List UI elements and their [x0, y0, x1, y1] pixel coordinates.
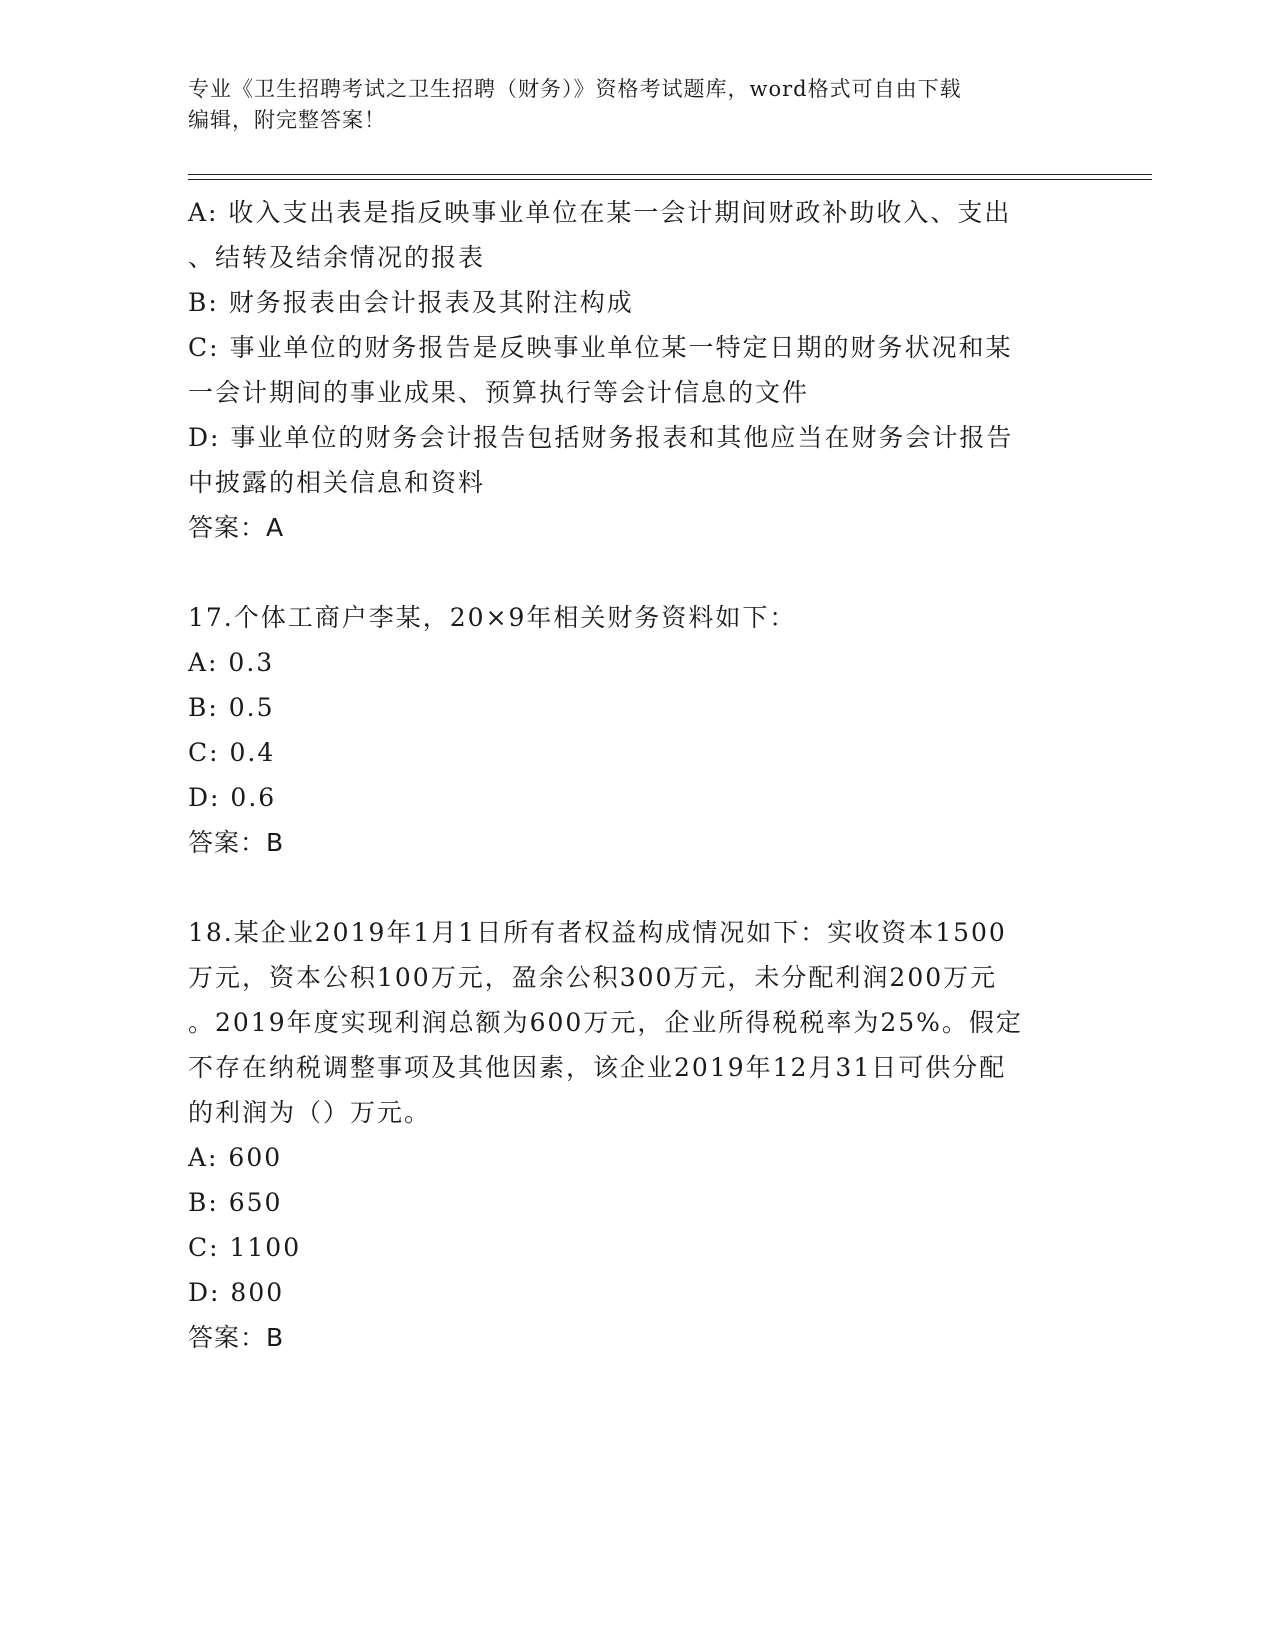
header-line-2: 编辑，附完整答案！: [188, 108, 386, 132]
option-b: B: 0.5: [188, 693, 275, 722]
header-rule-top: [188, 174, 1152, 175]
document-header: [188, 74, 1068, 136]
question-stem-line-5: 的利润为（）万元。: [188, 1098, 432, 1127]
option-a: A: 600: [188, 1143, 283, 1172]
option-d: D: 0.6: [188, 783, 277, 812]
option-b: B: 财务报表由会计报表及其附注构成: [188, 288, 634, 317]
header-line-1: 专业《卫生招聘考试之卫生招聘（财务）》资格考试题库，word格式可自由下载: [188, 77, 962, 101]
question-stem-line-4: 不存在纳税调整事项及其他因素，该企业2019年12月31日可供分配: [188, 1053, 1007, 1082]
option-c-line-2: 一会计期间的事业成果、预算执行等会计信息的文件: [188, 378, 810, 407]
question-stem-line-3: 。2019年度实现利润总额为600万元，企业所得税税率为25%。假定: [188, 1008, 1023, 1037]
question-stem-line-1: 18.某企业2019年1月1日所有者权益构成情况如下：实收资本1500: [188, 918, 1007, 947]
question-list: [188, 190, 1068, 1360]
spacer: [188, 865, 1068, 910]
answer: 答案：A: [188, 513, 285, 542]
option-c: C: 1100: [188, 1233, 302, 1262]
option-b: B: 650: [188, 1188, 283, 1217]
question-16: [188, 190, 1068, 550]
option-d-line-2: 中披露的相关信息和资料: [188, 468, 486, 497]
spacer: [188, 550, 1068, 595]
question-18: [188, 910, 1068, 1360]
answer: 答案：B: [188, 828, 285, 857]
answer: 答案：B: [188, 1323, 285, 1352]
option-d-line-1: D: 事业单位的财务会计报告包括财务报表和其他应当在财务会计报告: [188, 423, 1014, 452]
option-a-line-2: 、结转及结余情况的报表: [188, 243, 486, 272]
option-c-line-1: C: 事业单位的财务报告是反映事业单位某一特定日期的财务状况和某: [188, 333, 1013, 362]
option-d: D: 800: [188, 1278, 285, 1307]
option-c: C: 0.4: [188, 738, 276, 767]
question-stem-line-2: 万元，资本公积100万元，盈余公积300万元，未分配利润200万元: [188, 963, 998, 992]
option-a-line-1: A: 收入支出表是指反映事业单位在某一会计期间财政补助收入、支出: [188, 198, 1012, 227]
option-a: A: 0.3: [188, 648, 275, 677]
header-rule-bottom: [188, 179, 1152, 180]
question-17: [188, 595, 1068, 865]
question-stem: 17.个体工商户李某，20×9年相关财务资料如下：: [188, 603, 797, 632]
